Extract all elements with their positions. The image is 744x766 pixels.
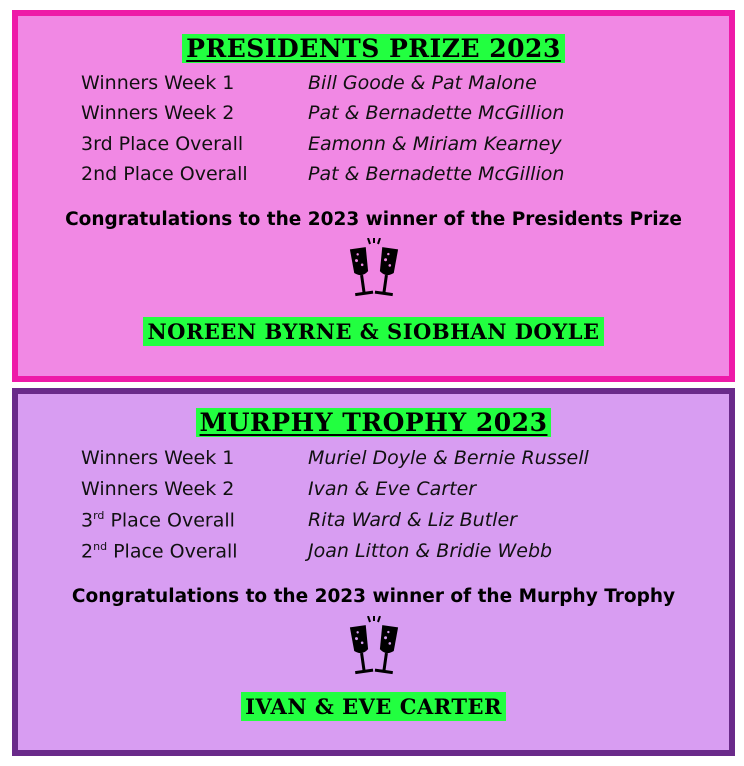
label-rest: Place Overall (104, 509, 235, 532)
row-label: 3rd Place Overall (81, 133, 244, 155)
presidents-row (18, 163, 729, 193)
presidents-row (18, 102, 729, 132)
ordinal-suffix: nd (93, 540, 108, 553)
row-label: Winners Week 1 (81, 447, 235, 469)
row-value: Rita Ward & Liz Butler (308, 509, 517, 531)
row-label (81, 540, 238, 562)
ordinal-suffix: rd (93, 509, 105, 522)
row-label: Winners Week 2 (81, 478, 235, 500)
presidents-row (18, 72, 729, 102)
presidents-winner-text: NOREEN BYRNE & SIOBHAN DOYLE (143, 317, 603, 346)
row-label: Winners Week 1 (81, 72, 235, 94)
row-value: Joan Litton & Bridie Webb (308, 540, 553, 562)
presidents-prize-panel (12, 10, 735, 382)
champagne-glasses-icon (348, 616, 400, 686)
label-rest: Place Overall (107, 540, 238, 563)
row-value: Pat & Bernadette McGillion (308, 163, 565, 185)
presidents-prize-title (18, 34, 729, 63)
murphy-winner (18, 694, 729, 719)
murphy-trophy-title-text: MURPHY TROPHY 2023 (196, 408, 552, 437)
row-label (81, 509, 235, 531)
row-value: Pat & Bernadette McGillion (308, 102, 565, 124)
row-value: Eamonn & Miriam Kearney (308, 133, 562, 155)
murphy-row (18, 447, 729, 477)
presidents-winner (18, 319, 729, 344)
row-label: Winners Week 2 (81, 102, 235, 124)
murphy-row (18, 509, 729, 539)
murphy-winner-text: IVAN & EVE CARTER (241, 692, 506, 721)
ordinal-number: 2 (81, 540, 94, 563)
murphy-row (18, 540, 729, 570)
murphy-row (18, 478, 729, 508)
murphy-congrats-text: Congratulations to the 2023 winner of the Murphy Trophy (71, 586, 676, 607)
murphy-trophy-panel (12, 388, 735, 756)
row-label: 2nd Place Overall (81, 163, 248, 185)
murphy-trophy-title (18, 408, 729, 437)
ordinal-number: 3 (81, 509, 94, 532)
presidents-congrats-text: Congratulations to the 2023 winner of the Presidents Prize (65, 209, 682, 230)
presidents-row (18, 133, 729, 163)
champagne-glasses-icon (348, 238, 400, 308)
row-value: Ivan & Eve Carter (308, 478, 477, 500)
presidents-prize-title-text: PRESIDENTS PRIZE 2023 (182, 34, 565, 63)
row-value: Bill Goode & Pat Malone (308, 72, 537, 94)
row-value: Muriel Doyle & Bernie Russell (308, 447, 589, 469)
